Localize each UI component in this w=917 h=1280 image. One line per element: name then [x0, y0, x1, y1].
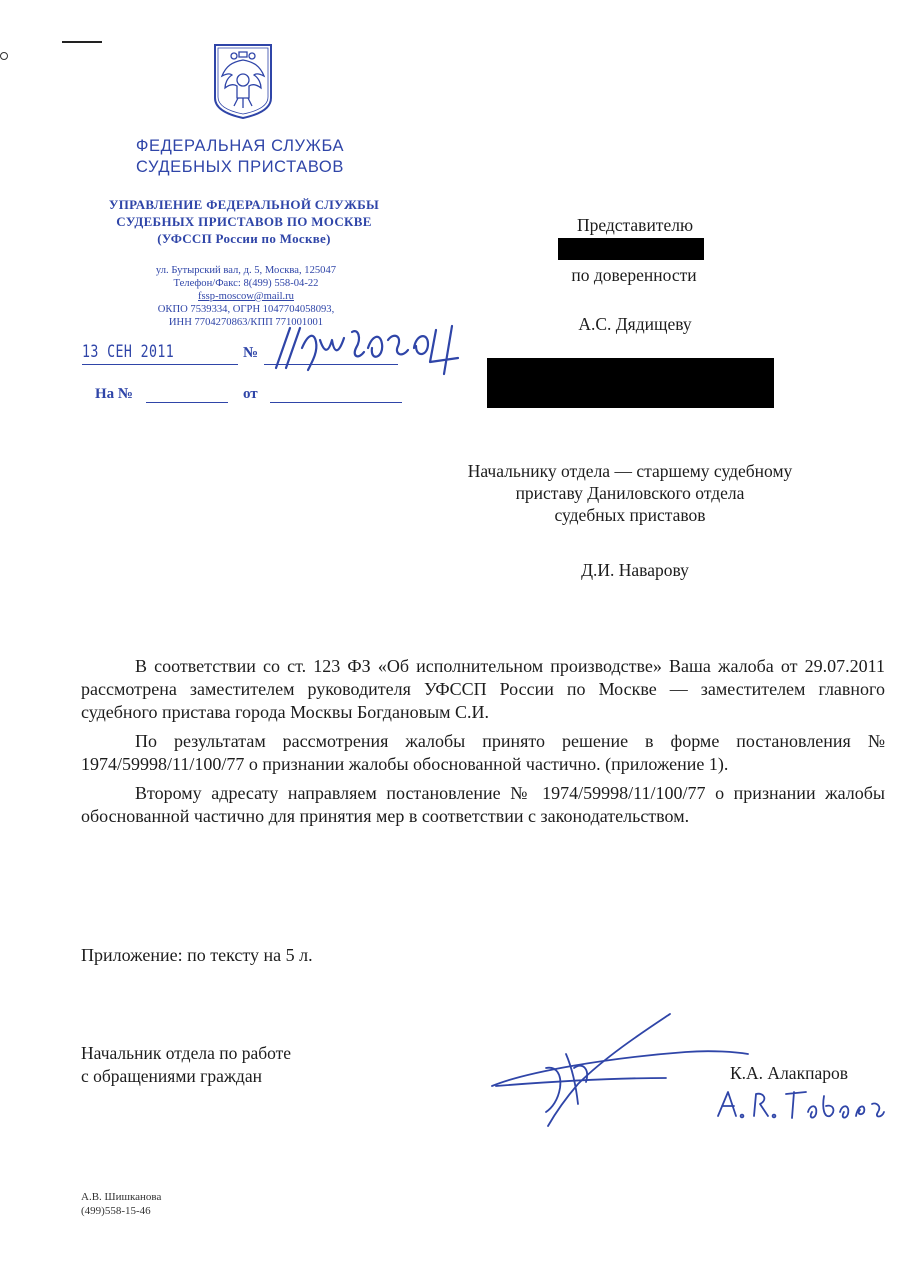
executor-name: А.В. Шишканова — [81, 1191, 162, 1203]
reference-number-line[interactable] — [146, 402, 228, 403]
okpo-ogrn: ОКПО 7539334, ОГРН 1047704058093, — [157, 304, 335, 315]
date-underline — [82, 364, 238, 365]
coat-of-arms-emblem — [212, 42, 274, 120]
executor-phone: (499)558-15-46 — [81, 1205, 151, 1217]
dept-line3: (УФССП России по Москве) — [157, 231, 331, 246]
redacted-name-block — [558, 238, 704, 260]
dept-line1: УПРАВЛЕНИЕ ФЕДЕРАЛЬНОЙ СЛУЖБЫ — [108, 197, 380, 212]
body-paragraph-2: По результатам рассмотрения жалобы принято решение в форме постановления № 1974/59998/11/100/77 о признании жалобы обоснованной частично. (приложение 1). — [81, 731, 885, 774]
inn-kpp: ИНН 7704270863/КПП 771001001 — [168, 317, 324, 328]
service-title-line1: ФЕДЕРАЛЬНАЯ СЛУЖБА — [135, 137, 345, 155]
service-title — [90, 136, 390, 178]
attachment-note: Приложение: по тексту на 5 л. — [81, 945, 313, 965]
phone-fax: Телефон/Факс: 8(499) 558-04-22 — [173, 278, 319, 289]
handwritten-registration-number — [268, 318, 478, 382]
addressee-1-line1: Представителю — [576, 215, 694, 235]
scan-mark — [62, 41, 102, 43]
email-link[interactable]: fssp-moscow@mail.ru — [198, 291, 294, 302]
addressee-2-block — [410, 460, 850, 526]
addressee-2-line3: судебных приставов — [554, 505, 706, 525]
signer-title — [81, 1042, 291, 1088]
signer-title-line1: Начальник отдела по работе — [81, 1043, 292, 1063]
service-title-line2: СУДЕБНЫХ ПРИСТАВОВ — [136, 158, 344, 176]
department-title — [86, 196, 402, 247]
body-paragraph-3: Второму адресату направляем постановление № 1974/59998/11/100/77 о признании жалобы обоснованной частично для принятия мер в соответствии с законодательством. — [81, 783, 885, 826]
addressee-1-line2: по доверенности — [571, 265, 697, 285]
redacted-address-block — [487, 358, 774, 408]
letter-body — [81, 655, 885, 834]
addressee-2-line1: Начальнику отдела — старшему судебному — [467, 461, 793, 481]
handwritten-initials-note — [712, 1082, 888, 1126]
addressee-2-line2: приставу Даниловского отдела — [515, 483, 745, 503]
number-label: № — [243, 345, 259, 361]
signer-name: К.А. Алакпаров — [730, 1063, 848, 1083]
addressee-1-name: А.С. Дядищеву — [578, 314, 692, 334]
reference-from-label: от — [243, 386, 258, 402]
dept-line2: СУДЕБНЫХ ПРИСТАВОВ ПО МОСКВЕ — [116, 214, 372, 229]
registration-date: 13 СЕН 2011 — [82, 342, 175, 362]
body-paragraph-1: В соответствии со ст. 123 ФЗ «Об исполнительном производстве» Ваша жалоба от 29.07.2011 рассмотрена заместителем руководителя УФССП России по Москве — заместителем главного судебного пристава города Москвы Богдановым С.И. — [81, 656, 885, 722]
scan-dot — [0, 52, 8, 60]
address: ул. Бутырский вал, д. 5, Москва, 125047 — [155, 265, 337, 276]
reference-date-line[interactable] — [270, 402, 402, 403]
addressee-2-name: Д.И. Наварову — [581, 560, 689, 580]
signer-title-line2: с обращениями граждан — [81, 1066, 262, 1086]
reference-label: На № — [95, 386, 133, 402]
executor-footer — [81, 1190, 161, 1218]
